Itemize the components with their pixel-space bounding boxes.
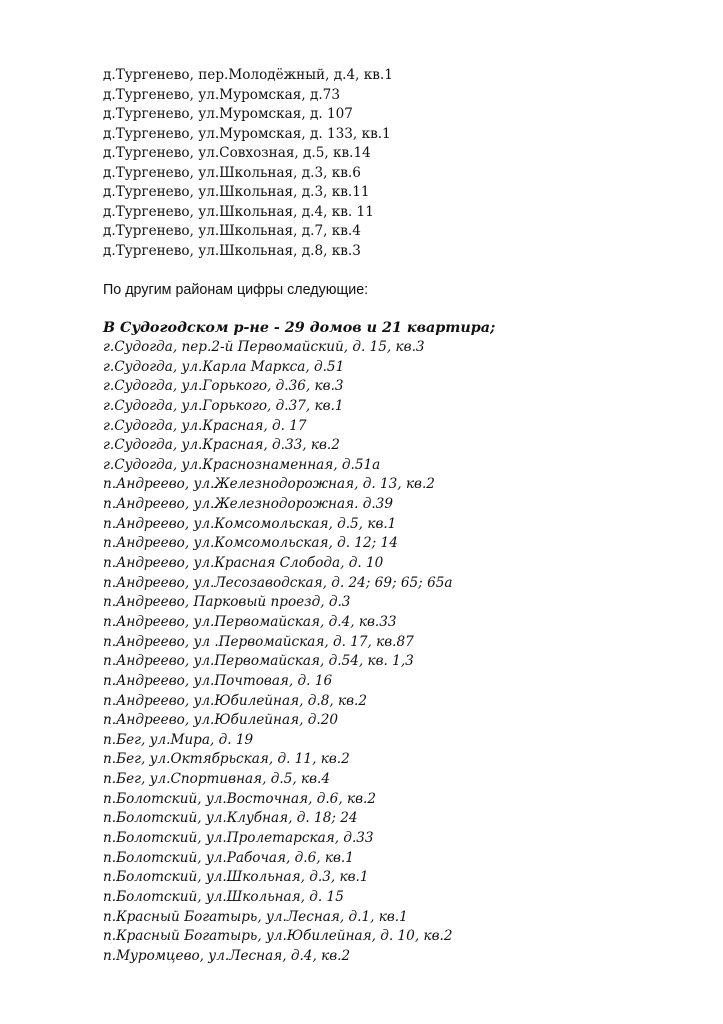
address-line: п.Бег, ул.Спортивная, д.5, кв.4: [103, 771, 331, 788]
address-line: д.Тургенево, ул.Школьная, д.3, кв.6: [103, 164, 361, 181]
address-line: п.Андреево, ул.Почтовая, д. 16: [103, 672, 333, 689]
address-line: п.Андреево, ул .Первомайская, д. 17, кв.87: [103, 633, 414, 650]
address-line: г.Судогда, ул.Горького, д.36, кв.3: [103, 378, 344, 395]
address-line: п.Болотский, ул.Школьная, д.3, кв.1: [103, 869, 369, 886]
address-line: п.Андреево, Парковый проезд, д.3: [103, 594, 351, 611]
address-line: п.Андреево, ул.Лесозаводская, д. 24; 69; 65; 65а: [103, 574, 453, 591]
address-line: п.Андреево, ул.Комсомольская, д. 12; 14: [103, 535, 398, 552]
intro-paragraph: По другим районам цифры следующие:: [103, 282, 369, 298]
address-line: п.Андреево, ул.Комсомольская, д.5, кв.1: [103, 515, 397, 532]
address-line: д.Тургенево, ул.Муромская, д.73: [103, 86, 340, 103]
address-line: д.Тургенево, ул.Муромская, д. 107: [103, 106, 353, 122]
address-line: п.Андреево, ул.Первомайская, д.54, кв. 1,3: [103, 653, 414, 670]
address-line: п.Бег, ул.Октябрьская, д. 11, кв.2: [103, 751, 350, 768]
address-line: д.Тургенево, ул.Совхозная, д.5, кв.14: [103, 145, 371, 161]
address-line: п.Муромцево, ул.Лесная, д.4, кв.2: [103, 947, 351, 964]
address-line: п.Бег, ул.Мира, д. 19: [103, 731, 254, 748]
address-line: г.Судогда, ул.Горького, д.37, кв.1: [103, 397, 344, 414]
address-line: д.Тургенево, ул.Школьная, д.4, кв. 11: [103, 203, 374, 220]
address-line: п.Андреево, ул.Железнодорожная, д. 13, кв.2: [103, 476, 435, 493]
address-line: г.Судогда, ул.Красная, д. 17: [103, 417, 307, 434]
address-line: п.Красный Богатырь, ул.Лесная, д.1, кв.1: [103, 908, 408, 925]
address-line: п.Андреево, ул.Первомайская, д.4, кв.33: [103, 613, 397, 630]
address-line: г.Судогда, ул.Красная, д.33, кв.2: [103, 437, 340, 454]
address-line: д.Тургенево, ул.Школьная, д.8, кв.3: [103, 242, 361, 259]
document-page: [103, 66, 703, 967]
address-line: п.Андреево, ул.Красная Слобода, д. 10: [103, 555, 384, 572]
sudogda-district-heading: В Судогодском р-не - 29 домов и 21 квартира;: [103, 320, 496, 336]
address-line: п.Болотский, ул.Школьная, д. 15: [103, 888, 344, 905]
sudogda-address-list: [103, 338, 703, 967]
address-line: п.Андреево, ул.Железнодорожная. д.39: [103, 496, 393, 513]
address-line: п.Андреево, ул.Юбилейная, д.20: [103, 712, 338, 729]
address-line: п.Андреево, ул.Юбилейная, д.8, кв.2: [103, 692, 367, 709]
address-line: г.Судогда, пер.2-й Первомайский, д. 15, кв.3: [103, 339, 425, 355]
address-line: п.Болотский, ул.Рабочая, д.6, кв.1: [103, 849, 354, 866]
address-line: п.Красный Богатырь, ул.Юбилейная, д. 10, кв.2: [103, 928, 453, 945]
address-line: п.Болотский, ул.Восточная, д.6, кв.2: [103, 790, 376, 807]
address-line: д.Тургенево, ул.Муромская, д. 133, кв.1: [103, 125, 391, 142]
address-line: г.Судогда, ул.Краснознаменная, д.51а: [103, 456, 381, 473]
address-line: г.Судогда, ул.Карла Маркса, д.51: [103, 358, 345, 375]
address-line: д.Тургенево, ул.Школьная, д.3, кв.11: [103, 184, 370, 200]
address-line: п.Болотский, ул.Пролетарская, д.33: [103, 830, 374, 847]
address-line: д.Тургенево, пер.Молодёжный, д.4, кв.1: [103, 67, 393, 83]
address-line: д.Тургенево, ул.Школьная, д.7, кв.4: [103, 223, 361, 239]
address-line: п.Болотский, ул.Клубная, д. 18; 24: [103, 810, 358, 827]
turgenevo-address-list: [103, 66, 703, 261]
